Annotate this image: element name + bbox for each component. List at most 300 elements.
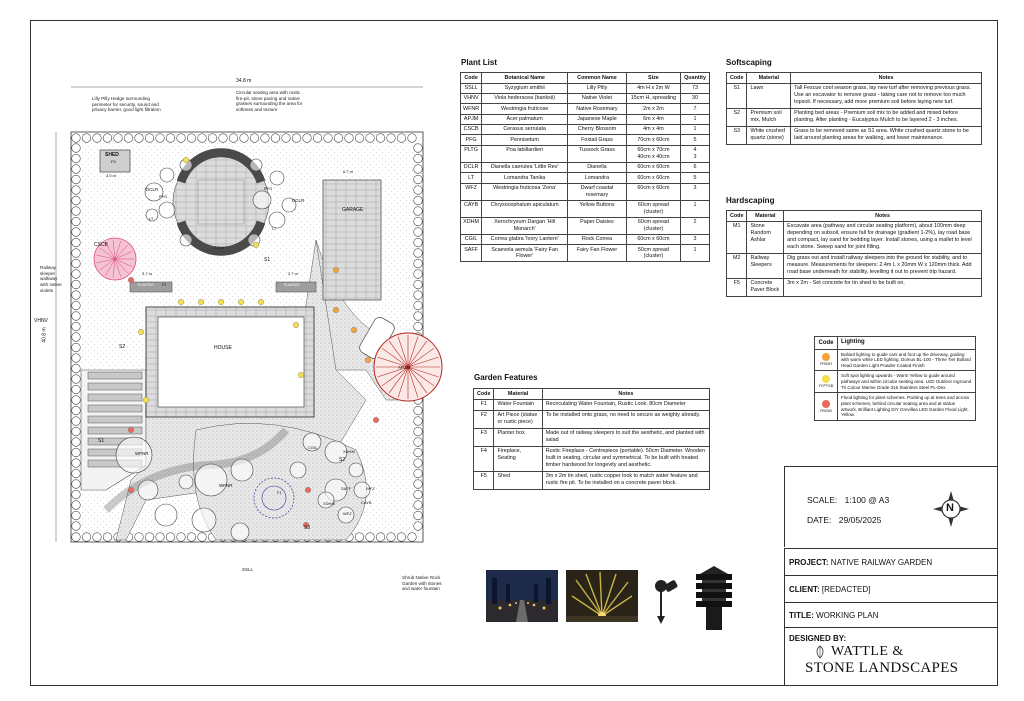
dimension-top-label: 34.8 m bbox=[236, 78, 252, 84]
plant-list-header: Quantity bbox=[681, 73, 710, 84]
plant-symbol bbox=[160, 168, 174, 182]
table-cell: 73 bbox=[681, 83, 710, 93]
light-marker bbox=[351, 327, 357, 333]
table-cell: 4m H x 2m W bbox=[626, 83, 680, 93]
hedge-shrub bbox=[72, 396, 81, 405]
hedge-shrub bbox=[177, 533, 186, 542]
hedge-shrub bbox=[72, 490, 81, 499]
table-cell: Rustic Fireplace - Centrepiece (portable). 50cm Diameter. Wooden built in seating, circular and symmetrical. To be built with treated timber hardwood for longevity and aesthetic. bbox=[542, 446, 709, 471]
hedge-shrub bbox=[72, 312, 81, 321]
hedge-shrub bbox=[261, 134, 270, 143]
table-row bbox=[474, 446, 710, 471]
hedge-shrub bbox=[72, 375, 81, 384]
hardscaping-header: Notes bbox=[784, 211, 982, 222]
softscaping-table bbox=[726, 72, 982, 145]
hedge-shrub bbox=[72, 480, 81, 489]
hedge-shrub bbox=[414, 448, 423, 457]
plant-symbol bbox=[155, 504, 177, 526]
hedge-shrub bbox=[414, 438, 423, 447]
table-cell: Dianella bbox=[568, 162, 627, 172]
table-cell: F2 bbox=[474, 410, 494, 428]
hedge-shrub bbox=[72, 196, 81, 205]
table-cell: 3 bbox=[681, 183, 710, 200]
table-cell: 60cm x 60cm bbox=[626, 234, 680, 244]
hedge-shrub bbox=[72, 417, 81, 426]
hedge-shrub bbox=[72, 448, 81, 457]
railway-sleeper bbox=[88, 405, 142, 412]
lighting-code-cell bbox=[815, 350, 838, 371]
table-cell: XDHM bbox=[461, 217, 482, 234]
table-cell: 60cm spread (cluster) bbox=[626, 217, 680, 234]
hedge-shrub bbox=[93, 134, 102, 143]
planter-dim-left: 3.7 m bbox=[142, 271, 153, 276]
light-marker bbox=[218, 299, 224, 305]
plant-symbol bbox=[349, 463, 363, 477]
light-marker bbox=[138, 329, 144, 335]
table-cell: Made out of railway sleepers to suit the aesthetic, and planted with salad bbox=[542, 428, 709, 446]
project-value: NATIVE RAILWAY GARDEN bbox=[830, 558, 933, 567]
cayb-label: CAYB bbox=[361, 500, 372, 505]
hedge-shrub bbox=[72, 511, 81, 520]
hedge-shrub bbox=[414, 511, 423, 520]
table-row bbox=[461, 145, 710, 162]
shed-label: SHED bbox=[105, 152, 119, 158]
table-cell: Correa glabra 'Ivory Lantern' bbox=[482, 234, 568, 244]
table-cell: Viola hederacea (banksii) bbox=[482, 94, 568, 104]
project-row bbox=[784, 548, 997, 575]
lighting-code: FBOWI bbox=[820, 409, 832, 413]
table-cell: Dwarf coastal rosemary bbox=[568, 183, 627, 200]
table-cell: Native Violet bbox=[568, 94, 627, 104]
table-cell: Japanese Maple bbox=[568, 114, 627, 124]
table-cell: Recirculating Water Fountain, Rustic Look. 80cm Diameter bbox=[542, 399, 709, 410]
light-marker bbox=[293, 322, 299, 328]
hedge-shrub bbox=[345, 134, 354, 143]
table-cell: Lilly Pilly bbox=[568, 83, 627, 93]
railway-sleeper bbox=[88, 394, 142, 401]
table-cell: 1 bbox=[681, 245, 710, 262]
table-cell: S1 bbox=[727, 83, 747, 108]
plant-list-header: Botanical Name bbox=[482, 73, 568, 84]
scale-date-block bbox=[784, 466, 997, 547]
table-cell: Water Fountain bbox=[494, 399, 542, 410]
table-row bbox=[461, 162, 710, 172]
plant-symbol bbox=[253, 191, 271, 209]
lighting-code-cell bbox=[815, 393, 838, 420]
table-cell: 60cm x 70cm 40cm x 40cm bbox=[626, 145, 680, 162]
table-cell: Paper Daisies bbox=[568, 217, 627, 234]
client-value: [REDACTED] bbox=[821, 585, 871, 594]
hardscaping-header: Code bbox=[727, 211, 747, 222]
hedge-shrub bbox=[414, 322, 423, 331]
table-cell: Pennisetum bbox=[482, 135, 568, 145]
table-row bbox=[461, 135, 710, 145]
site-plan-drawing bbox=[36, 70, 456, 685]
hedge-shrub bbox=[376, 134, 385, 143]
hedge-shrub bbox=[198, 533, 207, 542]
pathway-lighting-photo bbox=[486, 570, 558, 622]
hedge-shrub bbox=[414, 207, 423, 216]
table-row bbox=[461, 114, 710, 124]
hedge-shrub bbox=[177, 134, 186, 143]
hedge-shrub bbox=[145, 533, 154, 542]
table-row bbox=[474, 410, 710, 428]
hedge-shrub bbox=[397, 134, 406, 143]
table-cell: Tussock Grass bbox=[568, 145, 627, 162]
railway-sleeper bbox=[88, 372, 142, 379]
wfnr-label-2: WFNR bbox=[219, 483, 233, 488]
table-cell: 70cm x 60cm bbox=[626, 135, 680, 145]
plant-symbol bbox=[138, 480, 158, 500]
table-cell: WFNR bbox=[461, 104, 482, 114]
light-marker bbox=[183, 157, 189, 163]
f1-label: F1 bbox=[277, 490, 282, 495]
dclr-label-right: DCLR bbox=[292, 198, 305, 203]
hedge-shrub bbox=[387, 134, 396, 143]
hedge-shrub bbox=[366, 134, 375, 143]
lighting-row bbox=[815, 393, 975, 420]
hedge-shrub bbox=[414, 186, 423, 195]
table-cell: 6 bbox=[681, 162, 710, 172]
hedge-shrub bbox=[208, 134, 217, 143]
table-cell: Excavate area (pathway and circular seating platform), about 100mm deep depending on subsoil, ensure fall for drainage (gradient 1-2%), lay road base and compact, lay sand for bedding layer. Install stones, using a mallet to level each stone. Sweep sand for joint filling. bbox=[784, 221, 982, 253]
hedge-shrub bbox=[187, 134, 196, 143]
hedge-shrub bbox=[72, 186, 81, 195]
hedge-shrub bbox=[82, 533, 91, 542]
table-row bbox=[727, 126, 982, 144]
table-cell: 1 bbox=[681, 125, 710, 135]
hardscaping-header: Material bbox=[747, 211, 784, 222]
project-label: PROJECT: bbox=[789, 558, 829, 567]
railway-sleeper bbox=[88, 383, 142, 390]
hedge-shrub bbox=[72, 385, 81, 394]
hardscaping-title: Hardscaping bbox=[726, 196, 775, 205]
railway-sleeper bbox=[88, 416, 142, 423]
light-color-icon bbox=[822, 375, 830, 383]
date-value: 29/05/2025 bbox=[838, 515, 882, 525]
table-cell: PLTG bbox=[461, 145, 482, 162]
wfz-label-2: WFZ bbox=[343, 511, 352, 516]
table-cell: Planting bed areas - Premium soil mix to be added and mixed before planting. After planting - Eucalyptus Mulch to be layered 2 - 3 inches. bbox=[791, 108, 982, 126]
hedge-shrub bbox=[292, 134, 301, 143]
hedge-shrub bbox=[414, 417, 423, 426]
table-cell: WFZ bbox=[461, 183, 482, 200]
leaf-logo-icon bbox=[813, 645, 827, 659]
table-cell: 1 bbox=[681, 200, 710, 217]
light-marker bbox=[258, 299, 264, 305]
table-cell: Syzygium smithii bbox=[482, 83, 568, 93]
hedge-shrub bbox=[414, 217, 423, 226]
hedge-shrub bbox=[72, 165, 81, 174]
light-marker bbox=[365, 357, 371, 363]
hedge-shrub bbox=[72, 459, 81, 468]
hedge-shrub bbox=[114, 134, 123, 143]
hedge-shrub bbox=[72, 217, 81, 226]
table-row bbox=[727, 278, 982, 296]
hedge-shrub bbox=[334, 134, 343, 143]
company-line-1: WATTLE & bbox=[831, 644, 904, 659]
lighting-description: Soft spot lighting upwards - Warm Yellow to guide around pathways and within circular seating area. LED Outdoor Inground Tri Colour Marine Grade 316 Stainless Steel PL-Dex. bbox=[841, 373, 972, 390]
light-color-icon bbox=[822, 353, 830, 361]
table-cell: M2 bbox=[727, 253, 747, 278]
table-cell: CSCB bbox=[461, 125, 482, 135]
hedge-shrub bbox=[72, 522, 81, 531]
table-cell: Fairy Fan Flower bbox=[568, 245, 627, 262]
hedge-shrub bbox=[72, 438, 81, 447]
bollard-light-photo bbox=[692, 566, 736, 630]
garden-features-title: Garden Features bbox=[474, 373, 538, 382]
cscb-label: CSCB bbox=[94, 242, 108, 248]
table-cell: Rock Correa bbox=[568, 234, 627, 244]
light-marker bbox=[128, 277, 134, 283]
hedge-shrub bbox=[414, 280, 423, 289]
table-cell: Lawn bbox=[747, 83, 791, 108]
table-cell: 4 3 bbox=[681, 145, 710, 162]
hedge-shrub bbox=[414, 175, 423, 184]
table-row bbox=[727, 253, 982, 278]
light-marker bbox=[143, 397, 149, 403]
s1-label-top: S1 bbox=[264, 257, 271, 263]
plant-list-header: Size bbox=[626, 73, 680, 84]
north-compass-icon bbox=[931, 489, 971, 529]
table-cell: SAFF bbox=[461, 245, 482, 262]
garden-features-header: Material bbox=[494, 389, 542, 400]
hedge-shrub bbox=[72, 259, 81, 268]
hedge-shrub bbox=[355, 533, 364, 542]
planter-code: F3 bbox=[162, 283, 166, 287]
table-cell: 7 bbox=[681, 104, 710, 114]
hedge-shrub bbox=[414, 228, 423, 237]
table-cell: F3 bbox=[474, 428, 494, 446]
s2-label: S2 bbox=[119, 344, 126, 350]
lighting-description: Bollard lighting to guide cars and foot up the driveway, guiding with warm white LED lighting. Domus BL-100 - Three Tier Bollard Head Garden Light Powder Coated Finish bbox=[841, 351, 971, 368]
plant-symbol bbox=[250, 159, 262, 171]
hedge-shrub bbox=[72, 144, 81, 153]
table-cell: Xerochrysum Dargan 'Hill Monarch' bbox=[482, 217, 568, 234]
planter-right-label: PLANTER bbox=[284, 283, 300, 287]
light-marker bbox=[238, 299, 244, 305]
table-cell: Lomandra bbox=[568, 173, 627, 183]
lighting-description: Flood lighting for plant schemes. Pointing up at trees and across plant schemes, behind circular seating area and at statue artwork. Brilliant Lighting DIY Grevillea LED Garden Flood Light. Yellow. bbox=[841, 395, 970, 418]
garden-features-header: Notes bbox=[542, 389, 709, 400]
hedge-shrub bbox=[414, 196, 423, 205]
house-label: HOUSE bbox=[214, 345, 232, 351]
table-cell: Cherry Blossom bbox=[568, 125, 627, 135]
xdhm-label-2: XDHM bbox=[323, 501, 335, 506]
hedge-shrub bbox=[72, 249, 81, 258]
title-row bbox=[784, 602, 997, 627]
hedge-shrub bbox=[72, 501, 81, 510]
hedge-shrub bbox=[414, 249, 423, 258]
table-cell: 3m x 2m - Set concrete for tin shed to be built on. bbox=[784, 278, 982, 296]
garden-features-header: Code bbox=[474, 389, 494, 400]
table-row bbox=[727, 83, 982, 108]
light-marker bbox=[128, 487, 134, 493]
hedge-shrub bbox=[376, 533, 385, 542]
table-cell: 60cm x 60cm bbox=[626, 173, 680, 183]
hedge-shrub bbox=[414, 522, 423, 531]
table-cell: PFG bbox=[461, 135, 482, 145]
table-cell: Tall Fescue cool season grass, lay new turf after removing previous grass. Use an excavator to remove grass - taking care not to remove too much topsoil. If necessary, add more premium soil before laying new turf. bbox=[791, 83, 982, 108]
plant-symbol bbox=[159, 202, 175, 218]
hedge-shrub bbox=[72, 154, 81, 163]
hedge-shrub bbox=[282, 134, 291, 143]
hedge-shrub bbox=[103, 134, 112, 143]
hedge-shrub bbox=[414, 165, 423, 174]
vhnv-label: VHNV bbox=[34, 318, 48, 324]
date-row bbox=[807, 515, 881, 525]
hedge-shrub bbox=[414, 480, 423, 489]
table-row bbox=[461, 104, 710, 114]
hedge-shrub bbox=[229, 134, 238, 143]
s3-label: S3 bbox=[304, 525, 311, 531]
hedge-shrub bbox=[72, 291, 81, 300]
garage-label: GARAGE bbox=[342, 207, 364, 213]
shrub-note: Shrub Native Rock Garden with stones and water fountain bbox=[402, 575, 442, 592]
hedge-shrub bbox=[72, 322, 81, 331]
plant-list-header: Common Name bbox=[568, 73, 627, 84]
light-marker bbox=[253, 242, 259, 248]
table-cell: F5 bbox=[474, 471, 494, 489]
lighting-row bbox=[815, 350, 975, 372]
planter-dim-right: 3.7 m bbox=[288, 271, 299, 276]
hedge-shrub bbox=[271, 134, 280, 143]
light-marker bbox=[333, 307, 339, 313]
hedge-shrub bbox=[414, 270, 423, 279]
table-cell: Westringia fruticosa 'Zena' bbox=[482, 183, 568, 200]
table-cell: Yellow Buttons bbox=[568, 200, 627, 217]
hedge-shrub bbox=[135, 134, 144, 143]
lighting-row bbox=[815, 371, 975, 393]
lighting-code-header: Code bbox=[815, 337, 838, 349]
hedge-shrub bbox=[72, 175, 81, 184]
lighting-code-cell bbox=[815, 371, 838, 392]
table-cell: CAYB bbox=[461, 200, 482, 217]
plant-symbol bbox=[231, 523, 249, 541]
table-cell: CGIL bbox=[461, 234, 482, 244]
hedge-shrub bbox=[250, 134, 259, 143]
hedge-shrub bbox=[82, 134, 91, 143]
garden-uplight-photo bbox=[566, 570, 638, 622]
lighting-code: FCPTGB bbox=[818, 384, 834, 389]
plant-symbol bbox=[290, 462, 306, 478]
client-label: CLIENT: bbox=[789, 585, 820, 594]
table-row bbox=[461, 173, 710, 183]
s1-label-left: S1 bbox=[98, 438, 105, 444]
hedge-shrub bbox=[414, 459, 423, 468]
pfg-label-left: PFG bbox=[159, 194, 168, 199]
s2-label-right: S2 bbox=[339, 457, 346, 463]
hedge-shrub bbox=[408, 134, 417, 143]
hedge-shrub bbox=[135, 533, 144, 542]
softscaping-header: Notes bbox=[791, 73, 982, 84]
seating-note: Circular seating area with rustic fire-pit, stone paving and native grasses surrounding the area for softness and texture bbox=[236, 90, 303, 113]
table-cell: 3 bbox=[681, 234, 710, 244]
hedge-shrub bbox=[72, 333, 81, 342]
table-cell: SSLL bbox=[461, 83, 482, 93]
lighting-code: FFBOH bbox=[820, 362, 832, 367]
table-cell: 60cm x 60cm bbox=[626, 183, 680, 200]
table-cell: Concrete Paver Block bbox=[747, 278, 784, 296]
table-cell: 50cm spread (cluster) bbox=[626, 245, 680, 262]
table-row bbox=[474, 471, 710, 489]
light-marker bbox=[373, 417, 379, 423]
table-row bbox=[461, 83, 710, 93]
table-cell: 5 bbox=[681, 173, 710, 183]
table-cell: Dig grass out and install railway sleepers into the ground for stability, and to measure. Measurements for sleepers: 2.4m L x 20mm W x 120mm thick. Add road base underneath for stability, levelling it out to prevent trip hazard. bbox=[784, 253, 982, 278]
hedge-shrub bbox=[166, 134, 175, 143]
hedge-shrub bbox=[187, 533, 196, 542]
table-cell: DCLR bbox=[461, 162, 482, 172]
dclr-label-left: DCLR bbox=[146, 187, 159, 192]
table-cell: 5 bbox=[681, 135, 710, 145]
plant-list-table bbox=[460, 72, 710, 262]
shed-dimension: 3.0 m bbox=[106, 173, 117, 178]
hedge-shrub bbox=[72, 364, 81, 373]
table-cell: S3 bbox=[727, 126, 747, 144]
plant-symbol bbox=[180, 234, 192, 246]
scale-row bbox=[807, 495, 889, 505]
table-cell: Stone Random Ashlar bbox=[747, 221, 784, 253]
table-cell: Premium soil mix, Mulch bbox=[747, 108, 791, 126]
table-cell: 1 bbox=[681, 114, 710, 124]
hedge-shrub bbox=[414, 144, 423, 153]
table-cell: APJM bbox=[461, 114, 482, 124]
table-row bbox=[461, 217, 710, 234]
table-cell: 30 bbox=[681, 94, 710, 104]
hedge-shrub bbox=[414, 312, 423, 321]
plant-list-title: Plant List bbox=[461, 58, 498, 67]
hedge-shrub bbox=[414, 291, 423, 300]
table-cell: Native Rosemary bbox=[568, 104, 627, 114]
table-cell: Planter box bbox=[494, 428, 542, 446]
xdhm-label-1: XDHM bbox=[343, 449, 355, 454]
hedge-shrub bbox=[219, 134, 228, 143]
light-marker bbox=[198, 299, 204, 305]
table-row bbox=[461, 245, 710, 262]
hedge-shrub bbox=[198, 134, 207, 143]
hedge-shrub bbox=[414, 259, 423, 268]
dim-72: 7.2 m bbox=[214, 245, 225, 250]
scale-value: 1:100 @ A3 bbox=[844, 495, 890, 505]
dimension-left-label: 40.8 m bbox=[41, 327, 48, 343]
softscaping-title: Softscaping bbox=[726, 58, 772, 67]
scale-label: SCALE: bbox=[807, 495, 838, 505]
table-cell: 2 bbox=[681, 217, 710, 234]
hedge-shrub bbox=[414, 501, 423, 510]
light-marker bbox=[333, 267, 339, 273]
hedge-shrub bbox=[414, 154, 423, 163]
spike-light-photo bbox=[645, 572, 685, 624]
plant-symbol bbox=[195, 464, 227, 496]
hedge-shrub bbox=[124, 134, 133, 143]
softscaping-header: Code bbox=[727, 73, 747, 84]
table-cell: Shed bbox=[494, 471, 542, 489]
table-cell: Fireplace, Seating bbox=[494, 446, 542, 471]
hedge-shrub bbox=[93, 533, 102, 542]
date-label: DATE: bbox=[807, 515, 832, 525]
lighting-header: Lighting bbox=[841, 339, 865, 345]
table-row bbox=[461, 94, 710, 104]
hedge-shrub bbox=[414, 427, 423, 436]
hedge-shrub bbox=[72, 354, 81, 363]
table-row bbox=[461, 234, 710, 244]
hedge-shrub bbox=[397, 533, 406, 542]
pfg-label-right: PFG bbox=[264, 186, 273, 191]
table-cell: Railway Sleepers bbox=[747, 253, 784, 278]
table-cell: VHNV bbox=[461, 94, 482, 104]
table-cell: Foxtail Grass bbox=[568, 135, 627, 145]
